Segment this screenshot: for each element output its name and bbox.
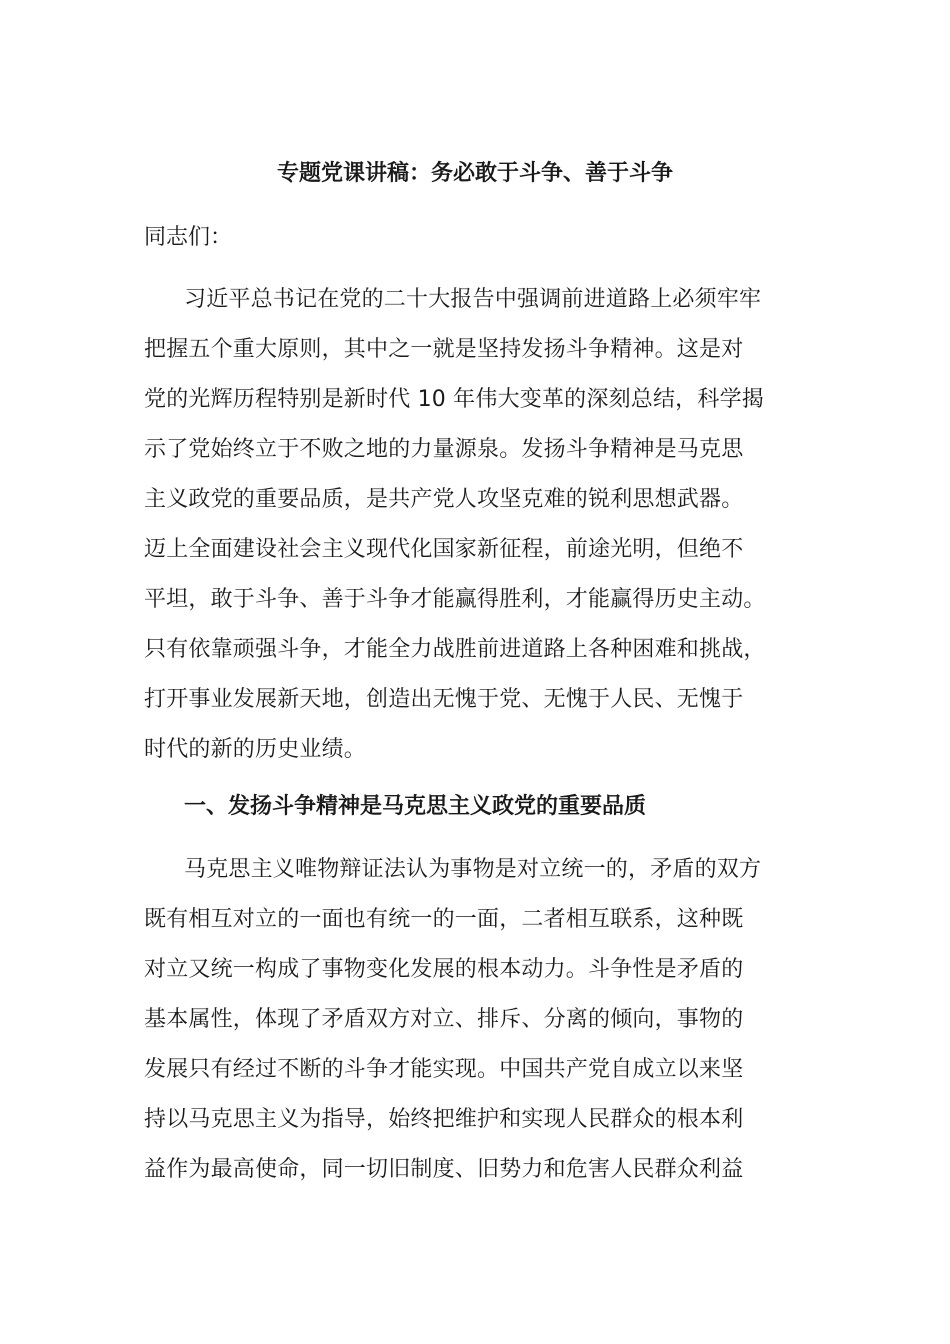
- paragraph-intro: [144, 282, 814, 782]
- paragraph-line: 发展只有经过不断的斗争才能实现。中国共产党自成立以来坚: [144, 1057, 744, 1082]
- paragraph-line: 平坦，敢于斗争、善于斗争才能赢得胜利，才能赢得历史主动。: [144, 587, 766, 612]
- paragraph-line: 习近平总书记在党的二十大报告中强调前进道路上必须牢牢: [184, 287, 762, 312]
- paragraph-line: 既有相互对立的一面也有统一的一面，二者相互联系，这种既: [144, 907, 744, 932]
- paragraph-line: 马克思主义唯物辩证法认为事物是对立统一的，矛盾的双方: [184, 857, 762, 882]
- paragraph-section-1: [144, 852, 814, 1202]
- salutation: 同志们：: [144, 225, 233, 250]
- paragraph-line: 持以马克思主义为指导，始终把维护和实现人民群众的根本利: [144, 1107, 744, 1132]
- paragraph-line: 基本属性，体现了矛盾双方对立、排斥、分离的倾向，事物的: [144, 1007, 744, 1032]
- paragraph-line: 益作为最高使命，同一切旧制度、旧势力和危害人民群众利益: [144, 1157, 744, 1182]
- paragraph-line: 迈上全面建设社会主义现代化国家新征程，前途光明，但绝不: [144, 537, 744, 562]
- paragraph-line: 打开事业发展新天地，创造出无愧于党、无愧于人民、无愧于: [144, 687, 744, 712]
- document-title: 专题党课讲稿：务必敢于斗争、善于斗争: [276, 161, 673, 186]
- paragraph-line: 把握五个重大原则，其中之一就是坚持发扬斗争精神。这是对: [144, 337, 744, 362]
- paragraph-line: 党的光辉历程特别是新时代 10 年伟大变革的深刻总结，科学揭: [144, 387, 764, 412]
- paragraph-line: 对立又统一构成了事物变化发展的根本动力。斗争性是矛盾的: [144, 957, 744, 982]
- paragraph-line: 示了党始终立于不败之地的力量源泉。发扬斗争精神是马克思: [144, 437, 744, 462]
- section-heading-1: 一、发扬斗争精神是马克思主义政党的重要品质: [184, 794, 647, 819]
- paragraph-line: 时代的新的历史业绩。: [144, 737, 367, 762]
- paragraph-line: 主义政党的重要品质，是共产党人攻坚克难的锐利思想武器。: [144, 487, 744, 512]
- paragraph-line: 只有依靠顽强斗争，才能全力战胜前进道路上各种困难和挑战，: [144, 637, 766, 662]
